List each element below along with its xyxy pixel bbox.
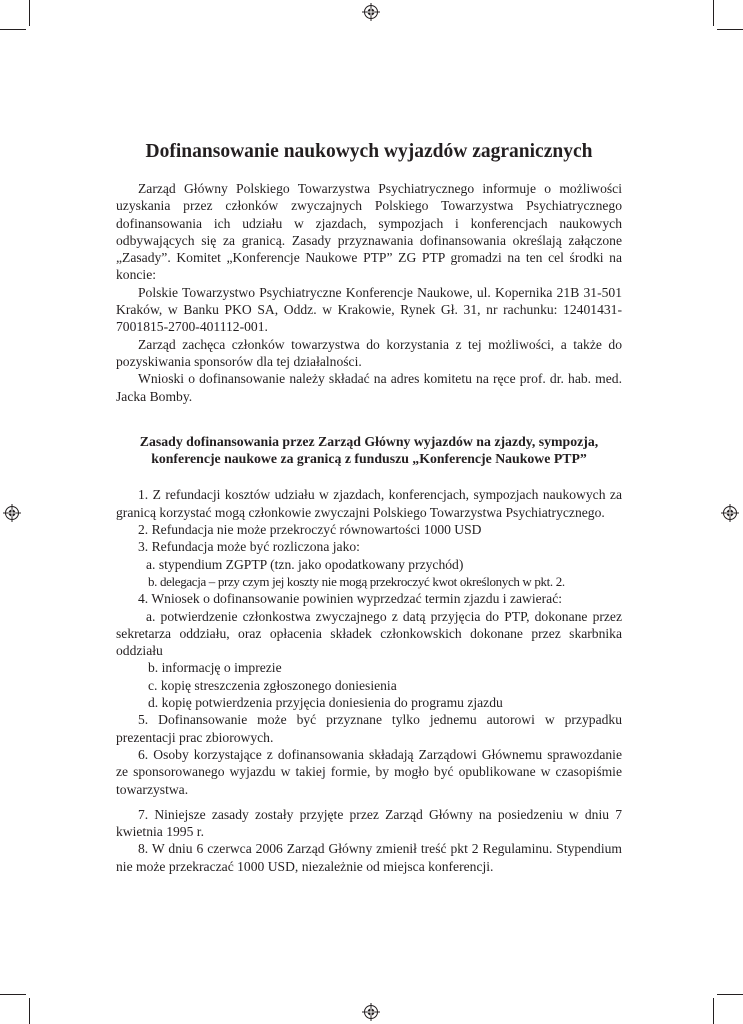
rule-7: 7. Niniejsze zasady zostały przyjęte przez Zarząd Główny na posiedzeniu w dniu 7 kwietnia 1995 r.	[116, 806, 622, 840]
section-spacer	[116, 798, 622, 806]
crop-mark-top-right	[713, 0, 714, 26]
rule-4-b: b. informację o imprezie	[148, 660, 282, 676]
rule-4-c: c. kopię streszczenia zgłoszonego doniesienia	[148, 677, 397, 693]
registration-target-icon	[721, 504, 739, 522]
crop-mark-top-left	[29, 0, 30, 26]
rule-4-a: a. potwierdzenie członkostwa zwyczajnego z datą przyjęcia do PTP, dokonane przez sekretarza oddziału, oraz opłacenia składek członkowskich dokonane przez skarbnika oddziału	[116, 608, 622, 659]
rule-3-a: a. stypendium ZGPTP (tzn. jako opodatkowany przychód)	[146, 556, 464, 572]
rule-2: 2. Refundacja nie może przekroczyć równowartości 1000 USD	[138, 522, 482, 538]
bank-account-paragraph: Polskie Towarzystwo Psychiatryczne Konferencje Naukowe, ul. Kopernika 21B 31-501 Kraków, w Banku PKO SA, Oddz. w Krakowie, Rynek Gł. 31, nr rachunku: 12401431-7001815-2700-401112-001.	[116, 284, 622, 335]
rule-5: 5. Dofinansowanie może być przyznane tylko jednemu autorowi w przypadku prezentacji prac zbiorowych.	[116, 712, 622, 745]
document-body	[116, 140, 622, 875]
rule-3-b: b. delegacja – przy czym jej koszty nie mogą przekroczyć kwot określonych w pkt. 2.	[148, 573, 565, 589]
crop-mark-bottom-right	[713, 998, 714, 1024]
rule-8: 8. W dniu 6 czerwca 2006 Zarząd Główny zmienił treść pkt 2 Regulaminu. Stypendium nie może przekraczać 1000 USD, niezależnie od miejsca konferencji.	[116, 841, 622, 874]
crop-mark-left-bottom	[0, 994, 26, 995]
registration-target-icon	[362, 1003, 380, 1021]
rule-6: 6. Osoby korzystające z dofinansowania składają Zarządowi Głównemu sprawozdanie ze sponsorowanego wyjazdu w takiej formie, by mogło być opublikowane w czasopiśmie towarzystwa.	[116, 746, 622, 797]
crop-mark-left-top	[0, 29, 26, 30]
application-address-paragraph: Wnioski o dofinansowanie należy składać na adres komitetu na ręce prof. dr. hab. med. Jacka Bomby.	[116, 371, 622, 404]
crop-mark-right-bottom	[717, 994, 743, 995]
crop-mark-bottom-left	[29, 998, 30, 1024]
rule-4: 4. Wniosek o dofinansowanie powinien wyprzedzać termin zjazdu i zawierać:	[138, 591, 563, 607]
page-title: Dofinansowanie naukowych wyjazdów zagranicznych	[145, 141, 593, 162]
rules-title: Zasady dofinansowania przez Zarząd Główny wyjazdów na zjazdy, sympozja, konferencje naukowe za granicą z funduszu „Konferencje Naukowe PTP”	[139, 433, 599, 467]
rule-4-d: d. kopię potwierdzenia przyjęcia doniesienia do programu zjazdu	[148, 695, 503, 711]
crop-mark-right-top	[717, 29, 743, 30]
registration-target-icon	[3, 504, 21, 522]
rule-3: 3. Refundacja może być rozliczona jako:	[138, 539, 360, 555]
registration-target-icon	[362, 3, 380, 21]
encouragement-paragraph: Zarząd zachęca członków towarzystwa do korzystania z tej możliwości, a także do pozyskiwania sponsorów dla tej działalności.	[116, 336, 622, 369]
rule-1: 1. Z refundacji kosztów udziału w zjazdach, konferencjach, sympozjach naukowych za granicą korzystać mogą członkowie zwyczajni Polskiego Towarzystwa Psychiatrycznego.	[116, 487, 622, 520]
intro-paragraph: Zarząd Główny Polskiego Towarzystwa Psychiatrycznego informuje o możliwości uzyskania przez członków zwyczajnych Polskiego Towarzystwa Psychiatrycznego dofinansowania ich udziału w zjazdach, sympozjach i konferencjach naukowych odbywających się za granicą. Zasady przyznawania dofinansowania określają załączone „Zasady”. Komitet „Konferencje Naukowe PTP” ZG PTP gromadzi na ten cel środki na koncie:	[116, 181, 622, 283]
